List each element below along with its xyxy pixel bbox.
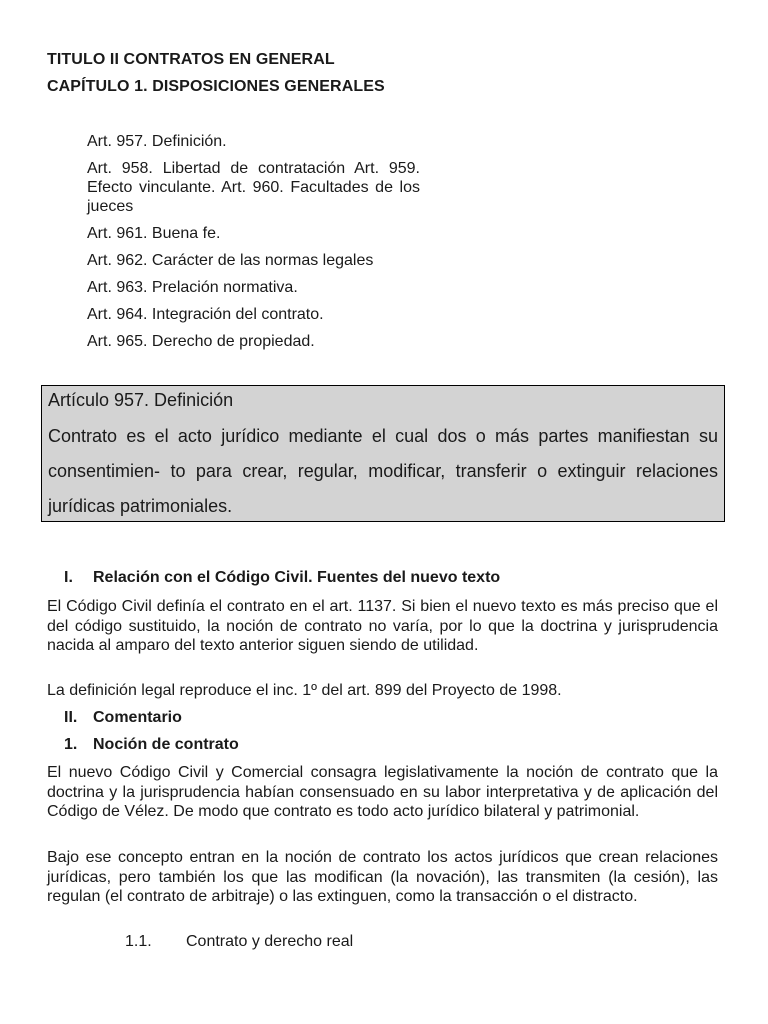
section-title: Relación con el Código Civil. Fuentes del nuevo texto — [93, 569, 501, 586]
chapter-title: CAPÍTULO 1. DISPOSICIONES GENERALES — [47, 78, 385, 95]
section-title: Contrato y derecho real — [186, 933, 354, 950]
subsection-heading — [125, 933, 353, 951]
section-number: I. — [64, 569, 73, 586]
article-text: Contrato es el acto jurídico mediante el cual dos o más partes manifiestan su consentimien- to para crear, regular, modificar, transferir o extinguir relaciones jurídicas patrimoniales. — [48, 426, 718, 516]
paragraph: La definición legal reproduce el inc. 1º del art. 899 del Proyecto de 1998. — [47, 682, 562, 699]
section-number: 1.1. — [125, 933, 152, 950]
toc-item: Art. 965. Derecho de propiedad. — [87, 333, 315, 350]
section-number: 1. — [64, 736, 78, 753]
toc-item: Art. 962. Carácter de las normas legales — [87, 252, 374, 269]
document-title: TITULO II CONTRATOS EN GENERAL — [47, 51, 335, 68]
paragraph: El Código Civil definía el contrato en el art. 1137. Si bien el nuevo texto es más preciso que el del código sustituido, la noción de contrato no varía, por lo que la doctrina y jurisprudencia nacida al amparo del texto anterior siguen siendo de utilidad. — [47, 598, 718, 654]
toc-item: Art. 961. Buena fe. — [87, 225, 221, 242]
section-heading — [64, 709, 182, 727]
toc-item: Art. 963. Prelación normativa. — [87, 279, 298, 296]
toc-item: Art. 958. Libertad de contratación Art. 959. Efecto vinculante. Art. 960. Facultades de los jueces — [87, 160, 420, 215]
toc-item: Art. 957. Definición. — [87, 133, 227, 150]
section-title: Noción de contrato — [93, 736, 239, 753]
paragraph: Bajo ese concepto entran en la noción de contrato los actos jurídicos que crean relaciones jurídicas, pero también los que las modifican (la novación), las transmiten (la cesión), las regulan (el contrato de arbitraje) o las extinguen, como la transacción o el distracto. — [47, 849, 718, 905]
section-number: II. — [64, 709, 78, 726]
paragraph: El nuevo Código Civil y Comercial consagra legislativamente la noción de contrato que la doctrina y la jurisprudencia habían consensuado en su labor interpretativa y de aplicación del Código de Vélez. De modo que contrato es todo acto jurídico bilateral y patrimonial. — [47, 764, 718, 820]
article-title: Artículo 957. Definición — [48, 390, 234, 410]
table-of-contents — [87, 132, 420, 351]
toc-item: Art. 964. Integración del contrato. — [87, 306, 324, 323]
article-box — [41, 385, 725, 522]
section-title: Comentario — [93, 709, 182, 726]
subsection-heading — [64, 736, 239, 754]
section-heading — [64, 569, 500, 587]
